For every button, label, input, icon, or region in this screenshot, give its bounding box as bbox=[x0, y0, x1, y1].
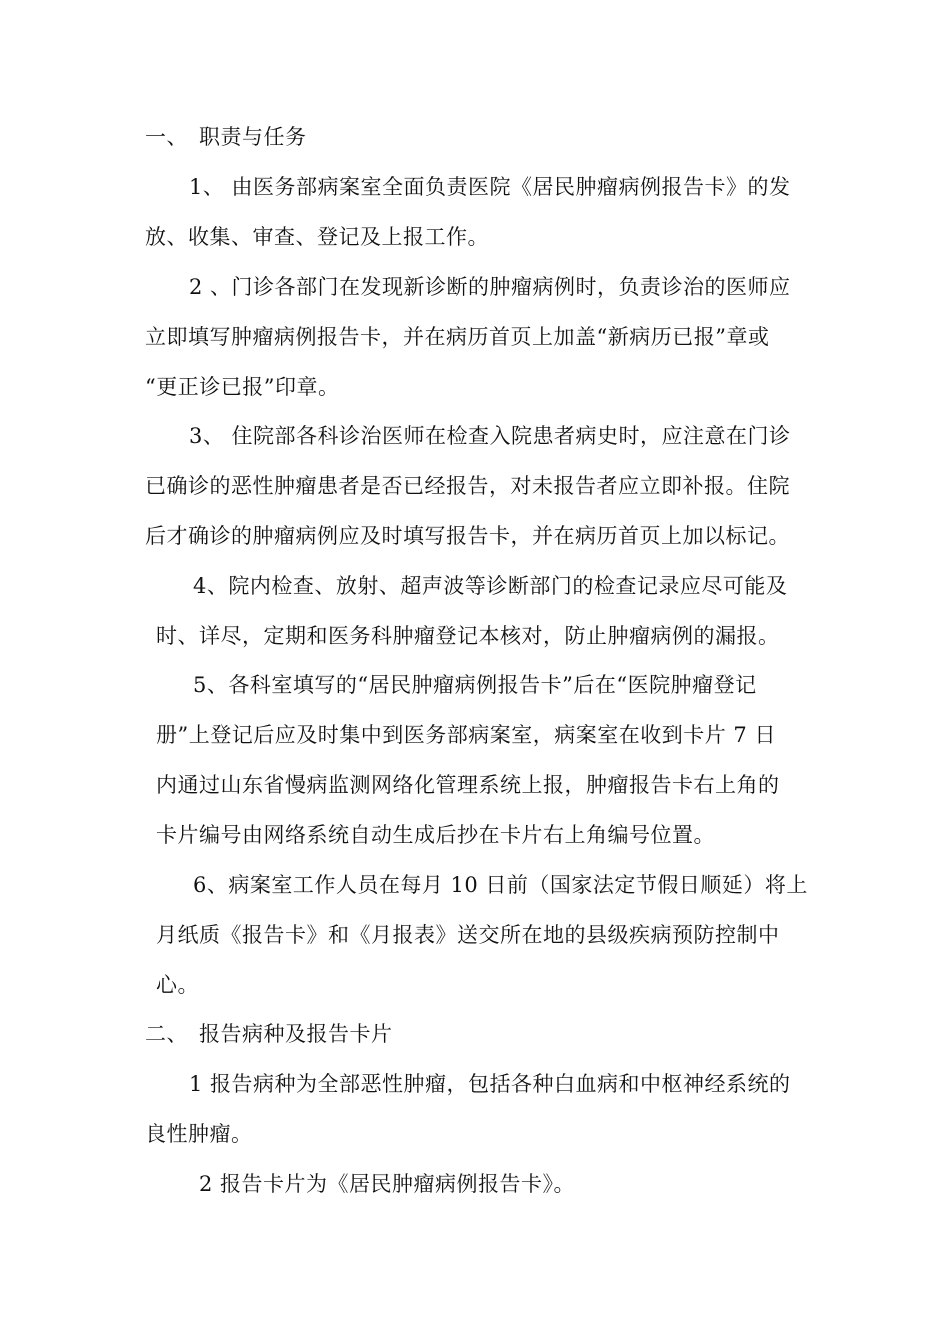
section1-item6-line3: 心。 bbox=[156, 973, 199, 997]
section1-item5-line1: 5、各科室填写的“居民肿瘤病例报告卡”后在“医院肿瘤登记 bbox=[193, 673, 757, 697]
section1-item5-line3: 内通过山东省慢病监测网络化管理系统上报，肿瘤报告卡右上角的 bbox=[156, 773, 780, 797]
section1-item1-line1: 1、 由医务部病案室全面负责医院《居民肿瘤病例报告卡》的发 bbox=[189, 175, 791, 199]
section1-item6-line1: 6、病案室工作人员在每月 10 日前（国家法定节假日顺延）将上 bbox=[193, 873, 808, 897]
section2-item1-line1: 1 报告病种为全部恶性肿瘤，包括各种白血病和中枢神经系统的 bbox=[189, 1072, 791, 1096]
section1-item5-line4: 卡片编号由网络系统自动生成后抄在卡片右上角编号位置。 bbox=[156, 823, 715, 847]
section2-heading: 二、 报告病种及报告卡片 bbox=[145, 1022, 393, 1046]
section1-item4-line2: 时、详尽，定期和医务科肿瘤登记本核对，防止肿瘤病例的漏报。 bbox=[156, 624, 780, 648]
section1-item3-line2: 已确诊的恶性肿瘤患者是否已经报告，对未报告者应立即补报。住院 bbox=[145, 474, 790, 498]
section1-item3-line1: 3、 住院部各科诊治医师在检查入院患者病史时，应注意在门诊 bbox=[189, 424, 791, 448]
section1-item5-line2: 册”上登记后应及时集中到医务部病案室，病案室在收到卡片 7 日 bbox=[156, 723, 776, 747]
section1-item2-line1: 2 、门诊各部门在发现新诊断的肿瘤病例时，负责诊治的医师应 bbox=[189, 275, 791, 299]
section1-item4-line1: 4、院内检查、放射、超声波等诊断部门的检查记录应尽可能及 bbox=[193, 574, 788, 598]
section1-item2-line3: “更正诊已报”印章。 bbox=[145, 375, 340, 399]
section1-item1-line2: 放、收集、审查、登记及上报工作。 bbox=[145, 225, 489, 249]
section2-item2-line1: 2 报告卡片为《居民肿瘤病例报告卡》。 bbox=[199, 1172, 576, 1196]
section1-item2-line2: 立即填写肿瘤病例报告卡，并在病历首页上加盖“新病历已报”章或 bbox=[145, 325, 770, 349]
section1-heading: 一、 职责与任务 bbox=[145, 125, 307, 149]
section1-item6-line2: 月纸质《报告卡》和《月报表》送交所在地的县级疾病预防控制中 bbox=[156, 923, 780, 947]
section1-item3-line3: 后才确诊的肿瘤病例应及时填写报告卡，并在病历首页上加以标记。 bbox=[145, 524, 790, 548]
section2-item1-line2: 良性肿瘤。 bbox=[145, 1122, 253, 1146]
